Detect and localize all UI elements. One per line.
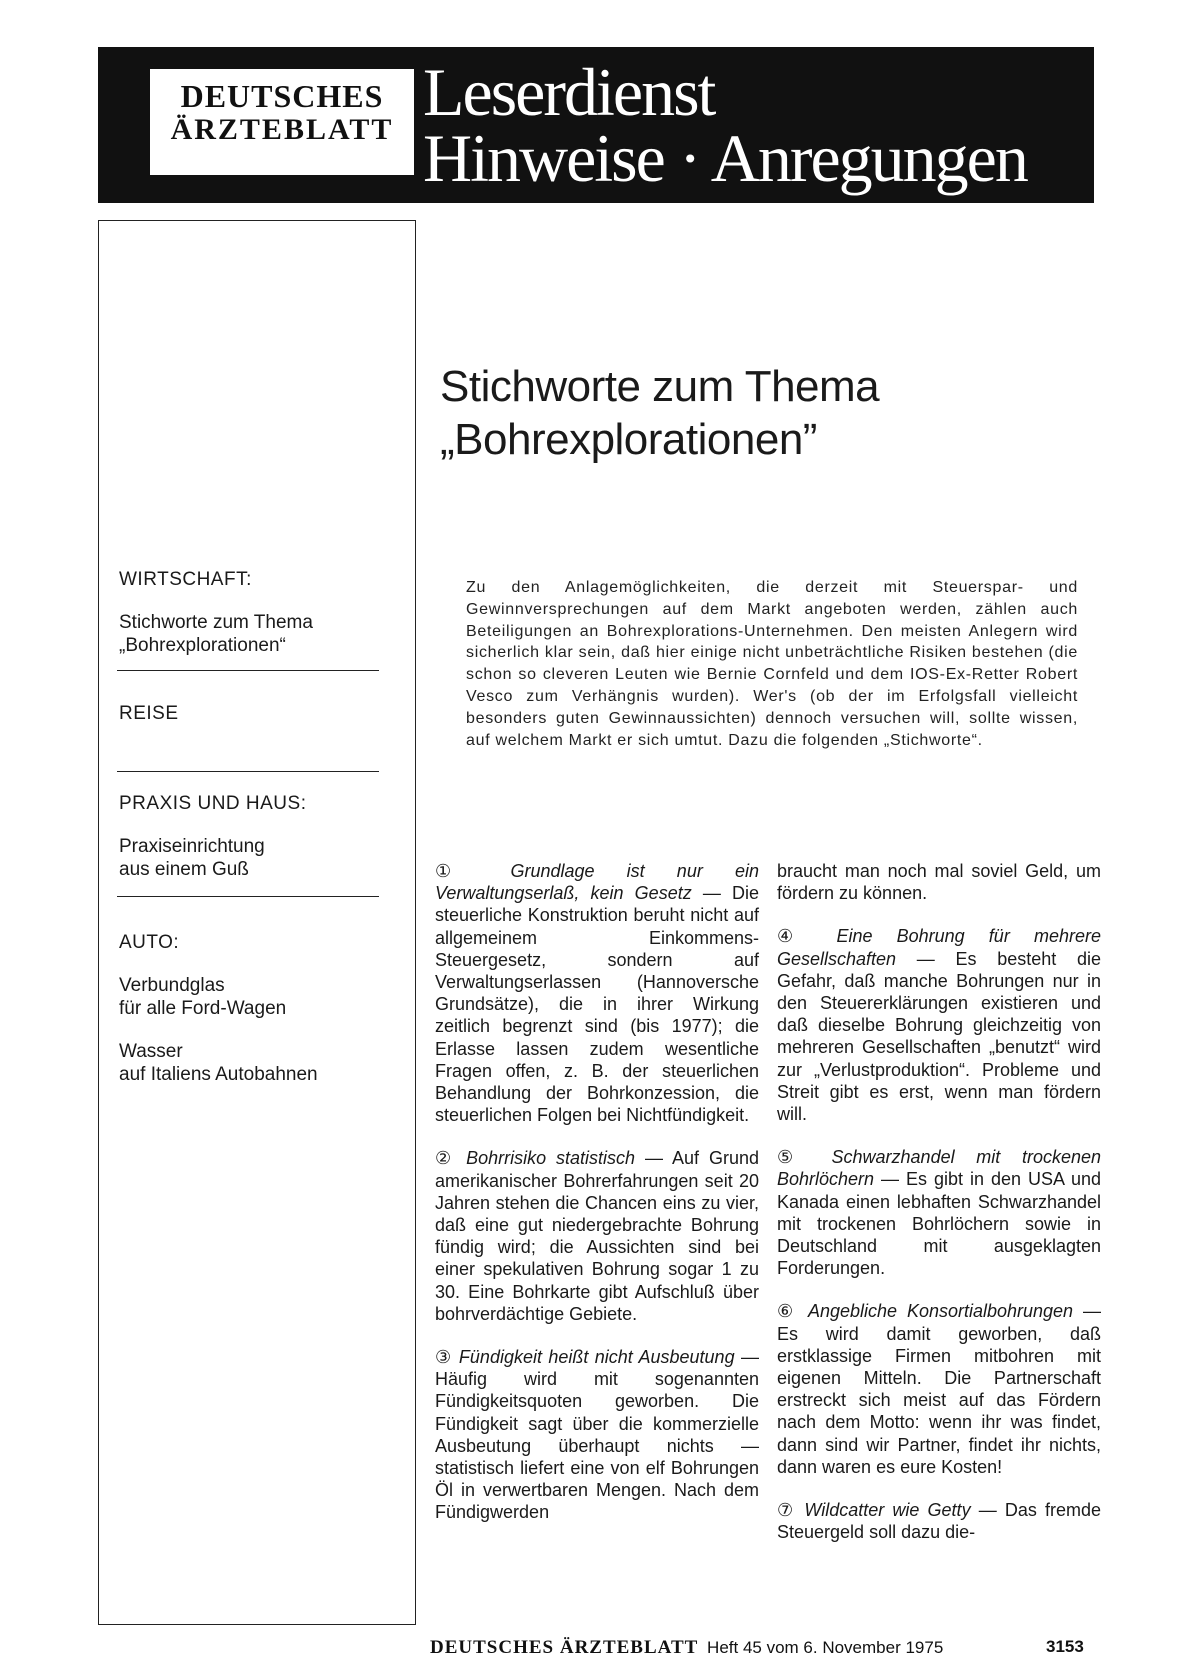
item-lead: Fündigkeit heißt nicht Ausbeutung	[458, 1347, 735, 1368]
item-lead: Schwarzhandel mit trockenen Bohrlöchern	[777, 1147, 1101, 1190]
sidebar-section-wirtschaft	[119, 568, 389, 677]
footer-issue: Heft 45 vom 6. November 1975	[707, 1638, 944, 1657]
logo-line-1: DEUTSCHES	[180, 78, 384, 114]
article-title-line-1: Stichworte zum Thema	[440, 362, 880, 411]
sidebar-entry: Stichworte zum Thema „Bohrexplorationen“	[119, 612, 313, 656]
article-paragraph	[777, 1146, 1101, 1279]
item-text: — Auf Grund amerikanischer Bohrerfahrungen seit 20 Jahren stehen die Chancen eins zu vier, daß eine gut niedergebrachte Bohrung fündig wird; die Aussichten sind bei einer spekulativen Bohrung sogar 1 zu 30. Eine Bohrkarte gibt Aufschluß über bohrverdächtige Gebiete.	[435, 1148, 759, 1324]
section-title-line-2: Hinweise · Anregungen	[423, 120, 1027, 196]
item-lead: Grundlage ist nur ein Verwaltungserlaß, kein Gesetz	[435, 861, 759, 904]
article-paragraph	[777, 1300, 1101, 1478]
item-text: — Es besteht die Gefahr, daß manche Bohrungen nur in den Steuererklärungen existieren und daß dieselbe Bohrung gleichzeitig von mehreren Gesellschaften „benutzt“ wird zur „Verlustproduktion“. Probleme und Streit gibt es erst, wenn man fördern will.	[777, 948, 1101, 1125]
sidebar-section-praxis	[119, 792, 389, 901]
page-number: 3153	[1046, 1637, 1084, 1656]
article-paragraph	[435, 860, 759, 1126]
item-text: — Häufig wird mit sogenannten Fündigkeitsquoten geworben. Die Fündigkeit sagt über die kommerzielle Ausbeutung überhaupt nichts — statistisch liefert eine von elf Bohrungen Öl in verwertbaren Mengen. Nach dem Fündigwerden	[435, 1347, 759, 1523]
magazine-logo	[150, 69, 414, 175]
sidebar-entry: Praxiseinrichtung aus einem Guß	[119, 836, 265, 880]
article-column-1	[435, 860, 759, 1545]
sidebar-section-auto	[119, 931, 389, 1106]
article-intro: Zu den Anlagemöglichkeiten, die derzeit mit Steuerspar- und Gewinnversprechungen auf dem Markt angeboten werden, zählen auch Beteiligungen an Bohrexplorations-Unternehmen. Den meisten Anlegern wird sicherlich klar sein, daß hier einige nicht unbeträchtliche Risiken bestehen (die schon so cleveren Leuten wie Bernie Cornfeld und dem IOS-Ex-Retter Robert Vesco zum Verhängnis wurden). Wer's (ob der im Erfolgsfall vielleicht besonders guten Gewinnaussichten) dennoch versuchen will, sollte wissen, auf welchem Markt er sich umtut. Dazu die folgenden „Stichworte“.	[466, 579, 1078, 749]
item-number: ⑦	[777, 1500, 797, 1521]
item-lead: Angebliche Konsortialbohrungen	[807, 1301, 1074, 1322]
article-title-line-2: „Bohrexplorationen”	[440, 415, 817, 464]
sidebar-heading: REISE	[119, 703, 179, 724]
footer-magazine-name: DEUTSCHES ÄRZTEBLATT	[430, 1637, 699, 1658]
item-number: ④	[777, 926, 813, 947]
sidebar-heading: AUTO:	[119, 932, 180, 953]
article-column-2	[777, 860, 1101, 1564]
item-number: ⑥	[777, 1301, 799, 1322]
article-paragraph	[435, 1147, 759, 1325]
item-lead: Bohrrisiko statistisch	[466, 1148, 636, 1169]
item-lead: Wildcatter wie Getty	[804, 1500, 971, 1521]
article-paragraph	[777, 925, 1101, 1125]
header-banner	[98, 47, 1094, 203]
sidebar-heading: WIRTSCHAFT:	[119, 569, 252, 590]
item-number: ⑤	[777, 1147, 810, 1168]
article-title	[440, 360, 1080, 466]
item-text: — Es wird damit geworben, daß erstklassige Firmen mitbohren mit eigenen Mitteln. Die Partnerschaft erstreckt sich meist auf das Fördern nach dem Motto: wenn ihr was findet, dann sind wir Partner, findet ihr nichts, dann waren es eure Kosten!	[777, 1301, 1101, 1477]
page-footer	[430, 1637, 1094, 1659]
item-text: — Es gibt in den USA und Kanada einen lebhaften Schwarzhandel mit trockenen Bohrlöchern sowie in Deutschland mit ausgeklagten Forderungen.	[777, 1169, 1101, 1279]
sidebar-section-reise	[119, 702, 389, 745]
section-title-line-1: Leserdienst	[423, 54, 715, 130]
item-number: ③	[435, 1347, 453, 1368]
item-text: — Die steuerliche Konstruktion beruht nicht auf allgemeinem Einkommens-Steuergesetz, sondern auf Verwaltungserlassen (Hannoversche Grundsätze), die in ihrer Wirkung zeitlich begrenzt sind (bis 1977); die Erlasse lassen zudem wesentliche Fragen offen, z. B. der steuerlichen Behandlung der Bohrkonzession, die steuerlichen Folgen bei Nichtfündigkeit.	[435, 883, 759, 1126]
item-number: ①	[435, 861, 479, 881]
article-paragraph	[777, 1499, 1101, 1543]
sidebar-entry: Wasser auf Italiens Autobahnen	[119, 1041, 318, 1085]
item-text: braucht man noch mal soviel Geld, um fördern zu können.	[777, 861, 1101, 904]
item-text: — Das fremde Steuergeld soll dazu die-	[777, 1500, 1102, 1543]
sidebar-heading: PRAXIS UND HAUS:	[119, 793, 307, 814]
item-lead: Eine Bohrung für mehrere Gesellschaften	[777, 926, 1101, 969]
contents-sidebar	[98, 220, 416, 1625]
logo-line-2: ÄRZTEBLATT	[170, 113, 394, 146]
article-paragraph	[435, 1346, 759, 1524]
item-number: ②	[435, 1148, 457, 1169]
sidebar-divider	[117, 771, 379, 772]
sidebar-divider	[117, 670, 379, 671]
sidebar-entry: Verbundglas für alle Ford-Wagen	[119, 975, 287, 1019]
article-paragraph	[777, 860, 1101, 904]
sidebar-divider	[117, 896, 379, 897]
section-title	[423, 54, 1027, 196]
